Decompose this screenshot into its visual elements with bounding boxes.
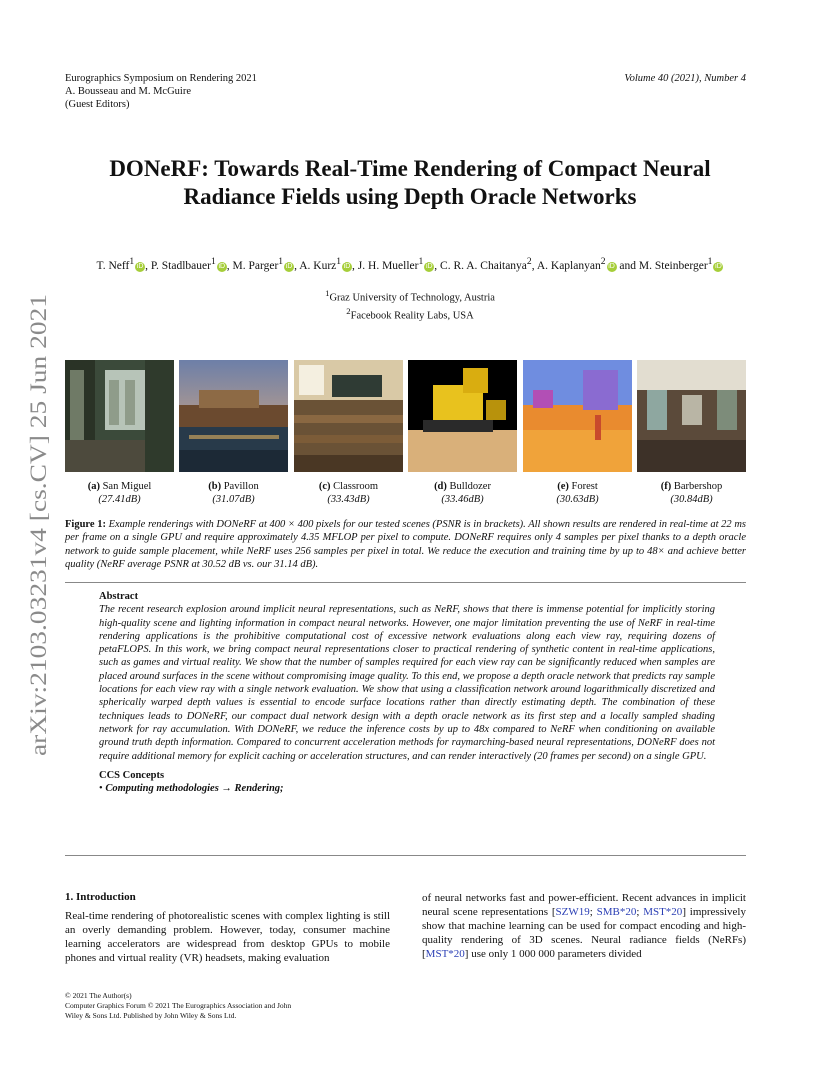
conference-name: Eurographics Symposium on Rendering 2021 [65, 73, 257, 84]
author: A. Kaplanyan$^2$ iD and [536, 256, 639, 272]
orcid-icon[interactable]: iD [136, 262, 144, 270]
author: P. Stadlbauer$^1$ iD , [150, 256, 233, 272]
figure-caption [65, 518, 746, 572]
footer-line-1: © 2021 The Author(s) [65, 991, 132, 1000]
running-header-left [65, 72, 257, 111]
author: A. Kurz$^1$ iD , [299, 256, 358, 272]
subfigure-caption: (e) Forest (30.63dB) [556, 481, 599, 505]
footer-line-3: Wiley & Sons Ltd. Published by John Wiley & Sons Ltd. [65, 1011, 237, 1020]
orcid-icon[interactable]: iD [343, 262, 351, 270]
teaser-figure [65, 360, 745, 472]
title-line-2: Radiance Fields using Depth Oracle Networks [183, 184, 637, 209]
citation-smb20[interactable]: SMB*20 [596, 906, 637, 918]
figure-caption-text: Example renderings with DONeRF at 400 × 400 pixels for our tested scenes (PSNR is in brackets). All shown results are rendered in real-time at 22 ms per frame on a single GPU and require approximately 4.35 MFLOP per pixel to compute. DONeRF requires only 4 samples per pixel thanks to a depth oracle network to guide sample placement, while NeRF uses 256 samples per pixel in total. We reduce the execution and training time by up to 48× and achieve better quality (NeRF average PSNR at 30.52 dB vs. our 31.14 dB). [65, 519, 746, 571]
author: C. R. A. Chaitanya$^2$, [440, 256, 537, 272]
figure-label: Figure 1: [65, 519, 106, 530]
subfigure-caption: (c) Classroom (33.43dB) [318, 481, 379, 505]
guest-editors: A. Bousseau and M. McGuire [65, 86, 191, 97]
citation-mst20[interactable]: MST*20 [643, 906, 683, 918]
subfigure-caption: (b) Pavillon (31.07dB) [208, 481, 259, 505]
guest-editors-note: (Guest Editors) [65, 99, 130, 110]
intro-right-column: of neural networks fast and power-efficient. Recent advances in implicit neural scene representations [SZW19; SMB*20; MST*20] impressively show that machine learning can be used for compact encoding and high-quality rendering of 3D scenes. Neural radiance fields (NeRFs) [MST*20] use only 1 000 000 parameters divided [422, 892, 746, 960]
render-classroom [294, 360, 403, 472]
abstract-heading: Abstract [99, 591, 139, 602]
subfigure-caption: (a) San Miguel (27.41dB) [87, 481, 152, 505]
abstract-section [99, 590, 715, 795]
author: M. Parger$^1$ iD , [232, 256, 300, 272]
affiliations [60, 287, 760, 322]
title-line-1: DONeRF: Towards Real-Time Rendering of Compact Neural [109, 156, 711, 181]
author: T. Neff$^1$ iD , [96, 256, 151, 272]
author: J. H. Mueller$^1$ iD , [357, 256, 441, 272]
abstract-text: The recent research explosion around implicit neural representations, such as NeRF, shows that there is immense potential for implicitly storing high-quality scene and lighting information in compact neural networks. However, one major limitation preventing the use of NeRF in real-time rendering applications is the prohibitive computational cost of excessive network evaluations along each view ray, requiring dozens of petaFLOPS. In this work, we bring compact neural representations closer to practical rendering of synthetic content in real-time applications, such as games and virtual reality. We show that the number of samples required for each view ray can be significantly reduced when samples are placed around surfaces in the scene without compromising image quality. To this end, we propose a depth oracle network that predicts ray sample locations for each view ray with a single network evaluation. We show that using a classification network around logarithmically discretized and spherically warped depth values is essential to encode surface locations rather than directly estimating depth. The combination of these techniques leads to DONeRF, our compact dual network design with a depth oracle network as its first step and a locally sampled shading network for ray accumulation. With DONeRF, we reduce the inference costs by up to 48x compared to NeRF when conditioning on available ground truth depth information. Compared to concurrent acceleration methods for raymarching-based neural representations, DONeRF does not require additional memory for explicit caching or acceleration structures, and can render interactively (20 frames per second) on a single GPU. [99, 604, 715, 762]
arxiv-stamp [14, 290, 54, 760]
render-barbershop [637, 360, 746, 472]
orcid-icon[interactable]: iD [715, 262, 722, 270]
author-list [60, 256, 760, 272]
intro-left-text: Real-time rendering of photorealistic scenes with complex lighting is still an overly demanding problem. However, today, consumer machine learning accelerators are widespread from desktop GPUs to mobile phones and virtual reality (VR) headsets, making evaluation [65, 910, 390, 964]
divider-top [65, 582, 746, 583]
render-bulldozer [408, 360, 517, 472]
subfigure-caption: (d) Bulldozer (33.46dB) [434, 481, 491, 505]
intro-heading: 1. Introduction [65, 891, 136, 903]
ccs-item: • Computing methodologies → Rendering; [99, 783, 284, 795]
citation-szw19[interactable]: SZW19 [555, 906, 590, 918]
citation-mst20-b[interactable]: MST*20 [425, 948, 465, 960]
orcid-icon[interactable]: iD [425, 262, 433, 270]
orcid-icon[interactable]: iD [608, 262, 615, 270]
affiliation-2: $^2$Facebook Reality Labs, USA [346, 305, 474, 321]
footer-line-2: Computer Graphics Forum © 2021 The Eurographics Association and John [65, 1001, 292, 1010]
intro-left-column [65, 891, 390, 965]
arxiv-stamp-text: arXiv:2103.03231v4 [cs.CV] 25 Jun 2021 [26, 360, 52, 756]
affiliation-1: $^1$Graz University of Technology, Austria [325, 288, 495, 304]
render-pavillon [179, 360, 288, 472]
ccs-concepts [99, 769, 715, 796]
volume-number: Volume 40 (2021), Number 4 [624, 73, 746, 84]
render-san-miguel [65, 360, 174, 472]
copyright-footer [65, 991, 395, 1021]
orcid-icon[interactable]: iD [285, 262, 293, 270]
author: M. Steinberger$^1$ iD [638, 256, 722, 272]
orcid-icon[interactable]: iD [218, 262, 226, 270]
divider-bottom [65, 855, 746, 856]
render-forest [523, 360, 632, 472]
paper-title [60, 155, 760, 211]
subfigure-caption: (f) Barbershop (30.84dB) [660, 481, 723, 505]
ccs-heading: CCS Concepts [99, 769, 165, 781]
